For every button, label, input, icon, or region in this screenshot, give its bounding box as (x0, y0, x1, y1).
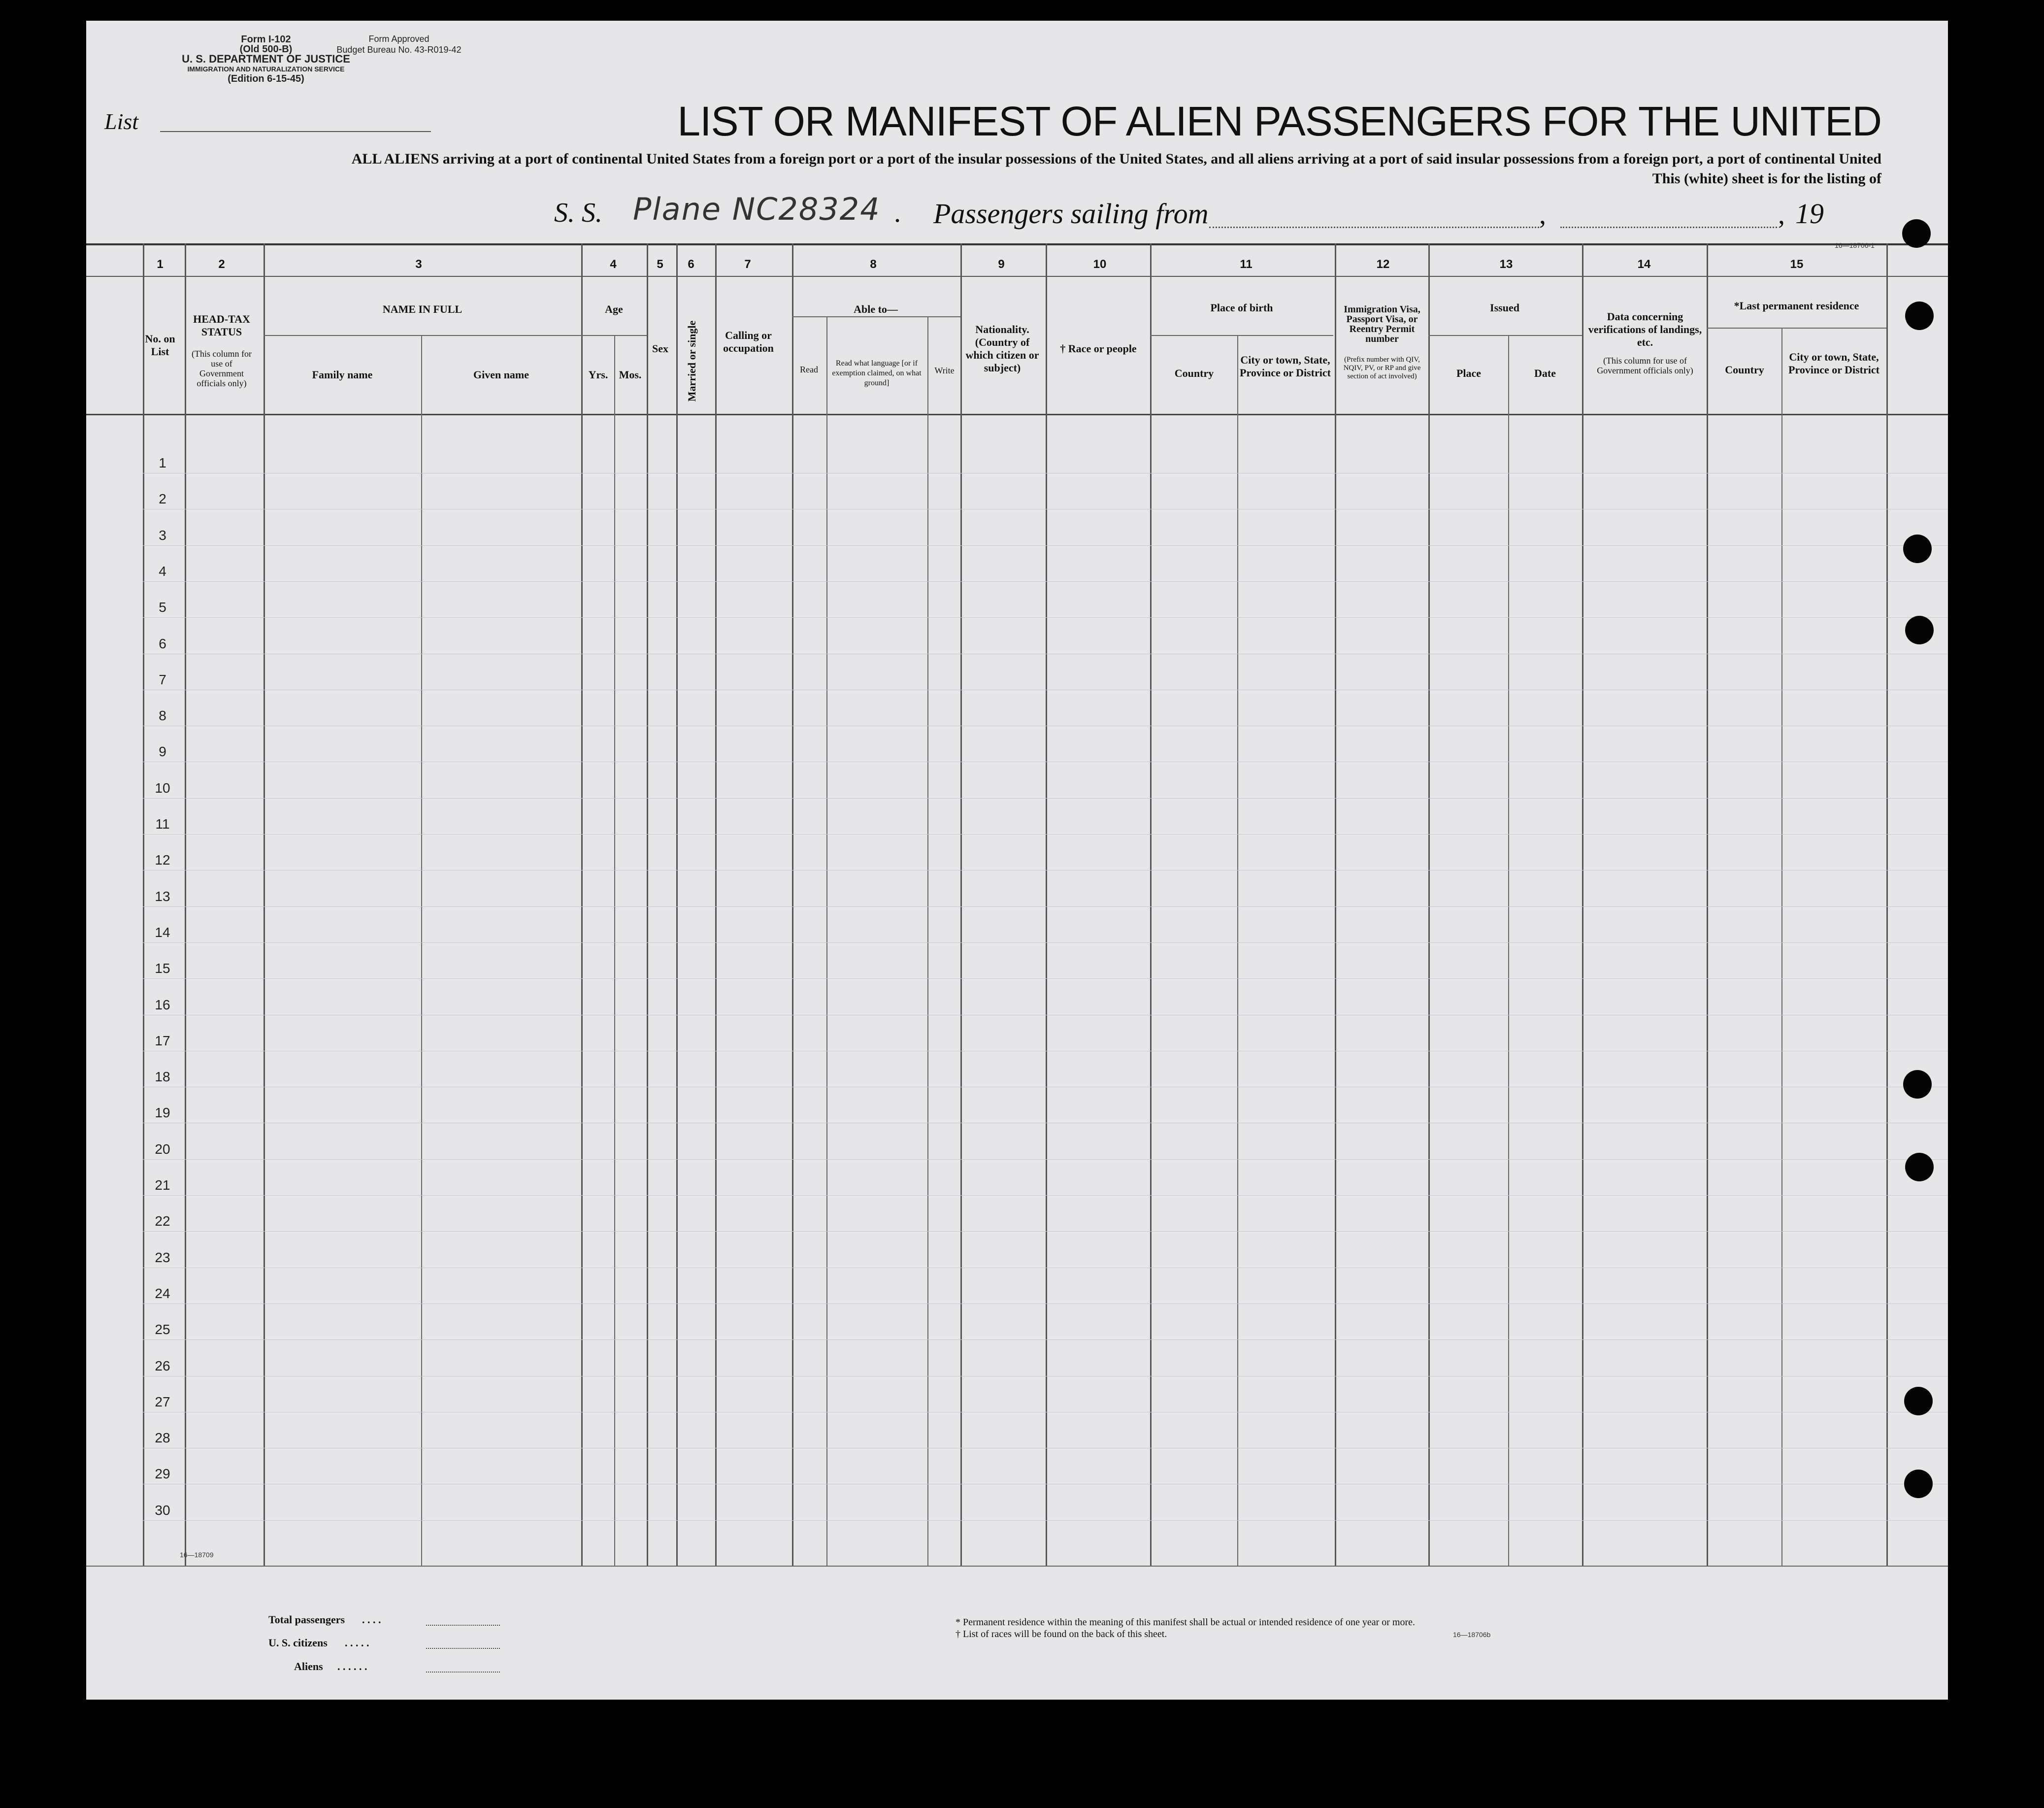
punch-hole (1902, 219, 1931, 248)
table-row[interactable] (143, 942, 1948, 943)
age-subheader-rule (581, 335, 647, 336)
col-number-14: 14 (1637, 258, 1651, 271)
col-number-3: 3 (415, 258, 422, 271)
row-number: 29 (155, 1466, 170, 1482)
calling-header: Calling or occupation (723, 329, 774, 354)
table-row[interactable] (143, 1159, 1948, 1160)
col-number-13: 13 (1499, 258, 1513, 271)
column-divider (1781, 328, 1782, 1566)
row-number: 14 (155, 924, 170, 940)
table-row[interactable] (143, 906, 1948, 907)
row-number: 24 (155, 1285, 170, 1301)
years-header: Yrs. (588, 368, 608, 381)
row-number: 27 (155, 1394, 170, 1409)
row-number: 13 (155, 888, 170, 904)
column-divider (421, 335, 422, 1566)
column-divider (715, 243, 717, 1566)
column-divider (647, 243, 648, 1566)
column-divider (960, 243, 962, 1566)
row-number: 18 (155, 1069, 170, 1085)
months-header: Mos. (619, 368, 642, 381)
column-divider (1428, 243, 1430, 1566)
row-number: 19 (155, 1105, 170, 1121)
row-number: 22 (155, 1213, 170, 1229)
table-row[interactable] (143, 581, 1948, 582)
row-number: 1 (159, 455, 166, 470)
column-divider (927, 316, 928, 1566)
punch-hole (1904, 1470, 1933, 1498)
col-number-15: 15 (1790, 258, 1804, 271)
punch-hole (1905, 1153, 1934, 1181)
table-row[interactable] (143, 1195, 1948, 1196)
row-number: 20 (155, 1141, 170, 1157)
header-top-rule (86, 243, 1948, 245)
table-row[interactable] (143, 1231, 1948, 1232)
write-header: Write (934, 366, 955, 375)
row-number: 6 (159, 636, 166, 651)
punch-hole (1905, 301, 1934, 330)
total-passengers-field (426, 1625, 500, 1626)
read-header: Read (800, 365, 818, 374)
row-number: 4 (159, 563, 166, 579)
footnote-races: † List of races will be found on the back of this sheet. (956, 1629, 1167, 1640)
list-number-field (160, 131, 431, 132)
table-row[interactable] (143, 1520, 1948, 1521)
col-number-4: 4 (610, 258, 617, 271)
residence-subheader-rule (1707, 328, 1886, 329)
us-citizens-label: U. S. citizens (268, 1637, 328, 1649)
column-divider (826, 316, 827, 1566)
row-number: 5 (159, 600, 166, 615)
row-number: 15 (155, 961, 170, 976)
row-number: 16 (155, 997, 170, 1012)
footnote-residence: * Permanent residence within the meaning of this manifest shall be actual or intended residence of one year or more. (956, 1617, 1416, 1628)
form-number: Form I-102 (241, 34, 291, 45)
department-name: U. S. DEPARTMENT OF JUSTICE (182, 53, 350, 65)
head-tax-header: HEAD-TAX STATUS (193, 313, 250, 338)
column-divider (1046, 243, 1047, 1566)
punch-hole (1903, 1070, 1932, 1099)
column-divider (1886, 243, 1888, 1566)
birth-city-header: City or town, State, Province or District (1240, 354, 1331, 379)
row-number: 21 (155, 1177, 170, 1193)
row-number: 11 (155, 816, 170, 832)
column-divider (581, 243, 583, 1566)
column-divider (792, 243, 793, 1566)
no-on-list-header: No. on List (145, 333, 175, 358)
row-number: 2 (159, 491, 166, 507)
aliens-field (426, 1672, 500, 1673)
last-residence-header: *Last permanent residence (1734, 300, 1859, 312)
able-to-header: Able to— (854, 303, 898, 315)
data-concerning-header: Data concerning verifications of landings, etc. (1588, 310, 1702, 348)
column-divider (1335, 243, 1336, 1566)
residence-country-header: Country (1725, 364, 1764, 376)
head-tax-note: (This column for use of Government officials only) (192, 349, 252, 388)
column-divider (264, 243, 265, 1566)
row-number: 17 (155, 1033, 170, 1048)
col-number-2: 2 (218, 258, 225, 271)
sailing-from-label: Passengers sailing from (933, 198, 1209, 230)
leader-dots: . . . . . (345, 1637, 369, 1649)
list-label: List (104, 109, 139, 134)
sailing-from-field (1209, 227, 1539, 228)
approval-text: Form Approved (368, 34, 429, 44)
table-row[interactable] (143, 545, 1948, 546)
row-number: 30 (155, 1502, 170, 1518)
issued-date-header: Date (1534, 367, 1556, 379)
form-old-number: (Old 500-B) (239, 44, 293, 55)
table-row[interactable] (143, 870, 1948, 871)
issued-place-header: Place (1456, 367, 1482, 379)
column-divider (1582, 243, 1583, 1566)
col-number-8: 8 (870, 258, 877, 271)
comma-mark: , (1539, 200, 1546, 230)
leader-dots: . . . . (362, 1613, 381, 1626)
column-divider (676, 243, 678, 1566)
aliens-label: Aliens (294, 1660, 323, 1673)
nationality-header: Nationality. (Country of which citizen or subject) (965, 323, 1039, 374)
age-header: Age (605, 303, 623, 315)
read-language-header: Read what language [or if exemption claimed, on what ground] (832, 359, 922, 387)
able-subheader-rule (792, 316, 960, 317)
leader-dots: . . . . . . (337, 1660, 367, 1673)
col-number-9: 9 (998, 258, 1005, 271)
birth-subheader-rule (1150, 335, 1333, 336)
header-bottom-rule (86, 414, 1948, 415)
budget-number: Budget Bureau No. 43-R019-42 (336, 45, 462, 55)
table-row[interactable] (143, 617, 1948, 618)
total-passengers-label: Total passengers (268, 1613, 345, 1626)
col-number-7: 7 (744, 258, 751, 271)
year-prefix: 19 (1795, 198, 1824, 230)
col-number-5: 5 (657, 258, 663, 271)
header-number-rule (86, 276, 1948, 277)
given-name-header: Given name (473, 368, 529, 381)
row-number: 9 (159, 744, 166, 760)
table-row[interactable] (143, 834, 1948, 835)
comma-mark: , (1778, 200, 1785, 230)
page-title: LIST OR MANIFEST OF ALIEN PASSENGERS FOR THE UNITED (677, 98, 1881, 144)
row-number: 26 (155, 1358, 170, 1373)
form-edition: (Edition 6-15-45) (228, 73, 304, 84)
col-number-6: 6 (688, 258, 694, 271)
visa-note: (Prefix number with QIV, NQIV, PV, or RP and give section of act involved) (1343, 356, 1421, 380)
punch-hole (1905, 616, 1934, 644)
column-divider (1707, 243, 1708, 1566)
table-row[interactable] (143, 798, 1948, 799)
column-divider (1237, 335, 1238, 1566)
subtitle-line-2: This (white) sheet is for the listing of (1652, 170, 1881, 187)
us-citizens-field (426, 1648, 500, 1649)
residence-city-header: City or town, State, Province or District (1788, 351, 1879, 376)
table-row[interactable] (143, 1339, 1948, 1340)
column-divider (1508, 335, 1509, 1566)
visa-header: Immigration Visa, Passport Visa, or Reentry Permit number (1344, 304, 1420, 344)
issued-subheader-rule (1428, 335, 1582, 336)
period-mark: . (894, 198, 901, 228)
birth-country-header: Country (1174, 367, 1214, 379)
row-number: 10 (155, 780, 170, 796)
ss-label: S. S. (554, 198, 602, 228)
sheet-code: 16—18706-1 (1835, 241, 1875, 249)
form-approval (300, 33, 497, 55)
row-number: 28 (155, 1430, 170, 1446)
sex-header: Sex (652, 342, 668, 355)
punch-hole (1904, 1387, 1933, 1415)
column-divider (614, 335, 615, 1566)
name-in-full-header: NAME IN FULL (382, 303, 462, 315)
row-number: 8 (159, 708, 166, 724)
sailing-date-field (1560, 227, 1777, 228)
data-concerning-note: (This column for use of Government officials only) (1597, 356, 1693, 375)
married-header: Married or single (686, 320, 698, 402)
row-number: 23 (155, 1249, 170, 1265)
row-number: 3 (159, 527, 166, 543)
row-number: 7 (159, 671, 166, 687)
vessel-name-handwritten: Plane NC28324 (633, 191, 881, 227)
table-row[interactable] (143, 978, 1948, 979)
col-number-11: 11 (1240, 258, 1253, 271)
column-divider (1150, 243, 1152, 1566)
footer-rule (86, 1566, 1948, 1567)
row-number: 25 (155, 1322, 170, 1338)
place-of-birth-header: Place of birth (1210, 301, 1273, 314)
col-number-10: 10 (1093, 258, 1107, 271)
col-number-1: 1 (157, 258, 164, 271)
footnote-code: 16—18706b (1453, 1631, 1491, 1639)
row-number: 12 (155, 852, 170, 868)
bottom-code: 16—18709 (180, 1551, 214, 1559)
name-subheader-rule (264, 335, 581, 336)
family-name-header: Family name (312, 368, 373, 381)
subtitle-line-1: ALL ALIENS arriving at a port of continental United States from a foreign port or a port of the insular possessions of the United States, and all aliens arriving at a port of said insular possessions from a foreign port, a port of continental United (351, 151, 1881, 167)
service-name: IMMIGRATION AND NATURALIZATION SERVICE (187, 65, 345, 73)
issued-header: Issued (1490, 301, 1519, 314)
punch-hole (1903, 535, 1932, 563)
col-number-12: 12 (1376, 258, 1390, 271)
race-header: † Race or people (1060, 342, 1137, 355)
